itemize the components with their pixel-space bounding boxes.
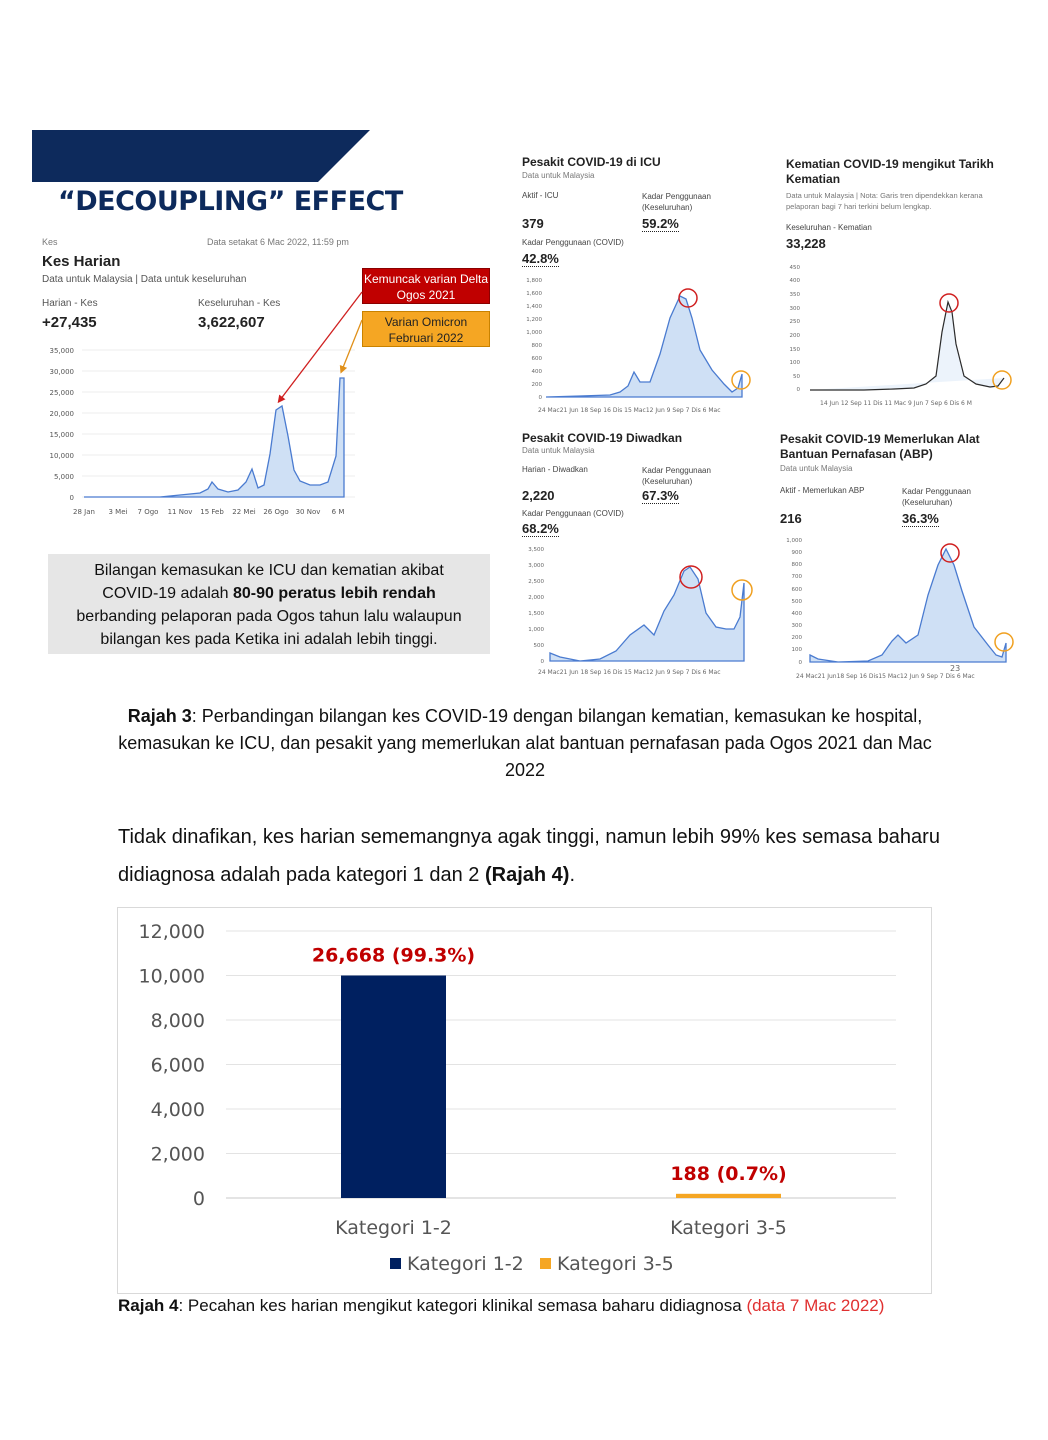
hospital-covid-util-label: Kadar Penggunaan (COVID) (522, 509, 624, 518)
ventilator-chart (778, 535, 1023, 685)
hospital-covid-util-value: 68.2% (522, 521, 559, 536)
svg-text:1,600: 1,600 (526, 291, 542, 297)
kes-as-of: Data setakat 6 Mac 2022, 11:59 pm (207, 237, 349, 247)
kes-x-tick: 15 Feb (200, 508, 224, 516)
bar-category-label: Kategori 3-5 (670, 1217, 787, 1239)
daily-cases-label: Harian - Kes (42, 298, 98, 309)
svg-text:1,000: 1,000 (526, 330, 542, 336)
svg-text:700: 700 (791, 574, 802, 580)
header-banner (32, 130, 370, 182)
category-bar-chart-svg (118, 908, 931, 1293)
deaths-subtitle: Data untuk Malaysia | Nota: Garis tren dipendekkan kerana pelaporan bagi 7 hari terkini belum lengkap. (786, 191, 983, 211)
kes-y-tick: 15,000 (49, 431, 74, 439)
kes-x-tick: 22 Mei (232, 508, 256, 516)
svg-text:0: 0 (540, 659, 544, 665)
figure-3-label: Rajah 3 (127, 706, 192, 726)
deaths-title: Kematian COVID-19 mengikut Tarikh Kematian (786, 157, 994, 186)
svg-text:500: 500 (791, 599, 802, 605)
figure-4-label: Rajah 4 (118, 1296, 179, 1315)
svg-text:200: 200 (789, 333, 800, 339)
daily-cases-value: +27,435 (42, 314, 97, 331)
delta-callout: Kemuncak varian Delta Ogos 2021 (362, 268, 490, 304)
legend-entry: Kategori 3-5 (557, 1253, 674, 1275)
summary-line-3: berbanding pelaporan pada Ogos tahun lalu walaupun (76, 608, 462, 625)
svg-text:500: 500 (533, 643, 544, 649)
svg-text:400: 400 (791, 611, 802, 617)
kes-x-tick: 3 Mei (108, 508, 128, 516)
decoupling-summary-box (48, 554, 490, 654)
svg-text:450: 450 (789, 265, 800, 271)
icu-chart (520, 274, 760, 416)
svg-text:50: 50 (793, 374, 800, 380)
svg-text:3,500: 3,500 (528, 547, 544, 553)
bar-y-tick: 4,000 (150, 1099, 205, 1121)
svg-text:2,500: 2,500 (528, 579, 544, 585)
svg-text:150: 150 (789, 347, 800, 353)
omicron-arrow (342, 320, 362, 370)
svg-text:2,000: 2,000 (528, 595, 544, 601)
svg-text:200: 200 (531, 382, 542, 388)
bar-y-tick: 8,000 (150, 1010, 205, 1032)
deaths-line (810, 302, 1004, 390)
kes-y-tick: 30,000 (49, 368, 74, 376)
summary-line-1: Bilangan kemasukan ke ICU dan kematian akibat (94, 562, 444, 579)
kes-x-tick: 7 Ogo (137, 508, 159, 516)
kes-x-tick: 28 Jan (73, 508, 95, 516)
kes-y-tick: 10,000 (49, 452, 74, 460)
svg-text:200: 200 (791, 635, 802, 641)
bar-kategori-1-2 (341, 976, 446, 1199)
bar-data-label: 188 (0.7%) (670, 1162, 787, 1185)
svg-text:100: 100 (789, 360, 800, 366)
svg-text:1,000: 1,000 (786, 538, 802, 544)
figure-4-reference: (Rajah 4) (484, 864, 570, 886)
kes-y-tick: 20,000 (49, 410, 74, 418)
svg-text:0: 0 (796, 387, 800, 393)
svg-text:1,000: 1,000 (528, 627, 544, 633)
decoupling-heading: “DECOUPLING” EFFECT (58, 186, 403, 217)
legend-swatch (540, 1258, 551, 1269)
bar-data-label: 26,668 (99.3%) (311, 944, 476, 967)
svg-text:0: 0 (538, 395, 542, 401)
svg-text:100: 100 (791, 647, 802, 653)
hospital-title: Pesakit COVID-19 Diwadkan (522, 431, 683, 445)
kes-x-tick: 26 Ogo (263, 508, 289, 516)
hospital-chart (520, 543, 760, 679)
kes-x-tick: 11 Nov (167, 508, 193, 516)
summary-bold: 80-90 peratus lebih rendah (233, 585, 436, 602)
svg-text:1,800: 1,800 (526, 278, 542, 284)
kes-y-tick: 5,000 (53, 473, 74, 481)
icu-covid-util-value: 42.8% (522, 251, 559, 266)
total-cases-label: Keseluruhan - Kes (198, 298, 281, 309)
ventilator-x-ticks: 24 Mac21 Jun18 Sep 16 Dis15 Mac12 Jun 9 Sep 7 Dis 6 Mac (796, 673, 975, 680)
ventilator-title: Pesakit COVID-19 Memerlukan Alat Bantuan Pernafasan (ABP) (780, 432, 980, 461)
icu-util-value: 59.2% (642, 216, 679, 231)
svg-text:800: 800 (531, 343, 542, 349)
svg-text:1,500: 1,500 (528, 611, 544, 617)
hospital-daily-label: Harian - Diwadkan (522, 465, 588, 474)
icu-subtitle: Data untuk Malaysia (522, 171, 595, 180)
svg-text:300: 300 (791, 623, 802, 629)
hospital-line (550, 567, 744, 661)
svg-text:350: 350 (789, 292, 800, 298)
kes-y-tick: 0 (69, 494, 74, 502)
category-bar-chart (117, 907, 932, 1294)
svg-text:300: 300 (789, 306, 800, 312)
svg-text:3,000: 3,000 (528, 563, 544, 569)
ventilator-util-value: 36.3% (902, 511, 939, 526)
kes-y-tick: 35,000 (49, 347, 74, 355)
svg-text:1,400: 1,400 (526, 304, 542, 310)
callout-arrows (270, 280, 370, 410)
deaths-x-ticks: 14 Jun 12 Sep 11 Dis 11 Mac 9 Jun 7 Sep 6 Dis 6 M (820, 400, 972, 407)
svg-text:900: 900 (791, 550, 802, 556)
legend-entry: Kategori 1-2 (407, 1253, 524, 1275)
bar-y-tick: 6,000 (150, 1054, 205, 1077)
svg-text:600: 600 (531, 356, 542, 362)
figure-4-date-note: (data 7 Mac 2022) (746, 1296, 885, 1315)
kes-harian-title: Kes Harian (42, 253, 121, 270)
svg-text:0: 0 (798, 660, 802, 666)
kes-small-label: Kes (42, 237, 58, 247)
svg-text:250: 250 (789, 319, 800, 325)
legend-swatch (390, 1258, 401, 1269)
deaths-total-label: Keseluruhan - Kematian (786, 223, 872, 232)
bar-y-tick: 0 (192, 1188, 205, 1210)
deaths-chart (784, 260, 1020, 410)
hospital-util-value: 67.3% (642, 488, 679, 503)
hospital-daily-value: 2,220 (522, 488, 555, 503)
page-number: 23 (950, 664, 961, 673)
ventilator-active-value: 216 (780, 511, 802, 526)
ventilator-line (810, 549, 1006, 662)
kes-harian-subtitle: Data untuk Malaysia | Data untuk keseluruhan (42, 274, 247, 285)
svg-text:600: 600 (791, 587, 802, 593)
bar-kategori-3-5 (676, 1194, 781, 1198)
bar-category-label: Kategori 1-2 (335, 1217, 452, 1239)
ventilator-subtitle: Data untuk Malaysia (780, 464, 853, 473)
deaths-total-value: 33,228 (786, 236, 826, 251)
bar-y-tick: 10,000 (138, 965, 205, 988)
icu-active-value: 379 (522, 216, 544, 231)
ventilator-active-label: Aktif - Memerlukan ABP (780, 486, 865, 495)
hospital-util-label: Kadar Penggunaan (Keseluruhan) (642, 466, 711, 486)
icu-active-label: Aktif - ICU (522, 191, 559, 200)
figure-3-caption: Rajah 3: Perbandingan bilangan kes COVID-19 dengan bilangan kematian, kemasukan ke hospital, kemasukan ke ICU, dan pesakit yang memerlukan alat bantuan pernafasan pada Ogos 2021 dan Mac 2022 (118, 706, 932, 780)
svg-text:400: 400 (531, 369, 542, 375)
hospital-subtitle: Data untuk Malaysia (522, 446, 595, 455)
figure-4-caption: Rajah 4: Pecahan kes harian mengikut kategori klinikal semasa baharu didiagnosa (data 7 Mac 2022) (118, 1296, 885, 1315)
omicron-callout: Varian Omicron Februari 2022 (362, 311, 490, 347)
svg-text:400: 400 (789, 278, 800, 284)
icu-x-ticks: 24 Mac21 Jun 18 Sep 16 Dis 15 Mac12 Jun 9 Sep 7 Dis 6 Mac (538, 407, 721, 414)
ventilator-util-label: Kadar Penggunaan (Keseluruhan) (902, 487, 971, 507)
bar-y-tick: 12,000 (138, 921, 205, 943)
icu-title: Pesakit COVID-19 di ICU (522, 155, 661, 169)
kes-x-tick: 30 Nov (295, 508, 321, 516)
total-cases-value: 3,622,607 (198, 314, 265, 331)
bar-y-tick: 2,000 (150, 1143, 205, 1166)
icu-covid-util-label: Kadar Penggunaan (COVID) (522, 238, 624, 247)
icu-line (546, 296, 742, 397)
svg-text:800: 800 (791, 562, 802, 568)
svg-text:1,200: 1,200 (526, 317, 542, 323)
summary-line-4: bilangan kes pada Ketika ini adalah lebih tinggi. (100, 631, 438, 648)
kes-y-tick: 25,000 (49, 389, 74, 397)
delta-arrow (280, 292, 362, 400)
summary-line-2: COVID-19 adalah 80-90 peratus lebih rendah (102, 585, 436, 602)
hospital-x-ticks: 24 Mac21 Jun 18 Sep 16 Dis 15 Mac12 Jun 9 Sep 7 Dis 6 Mac (538, 669, 721, 676)
kes-x-tick: 6 M (331, 508, 345, 516)
body-paragraph: Tidak dinafikan, kes harian sememangnya agak tinggi, namun lebih 99% kes semasa baharu didiagnosa adalah pada kategori 1 dan 2 (Rajah 4). (118, 826, 940, 886)
icu-util-label: Kadar Penggunaan (Keseluruhan) (642, 192, 711, 212)
